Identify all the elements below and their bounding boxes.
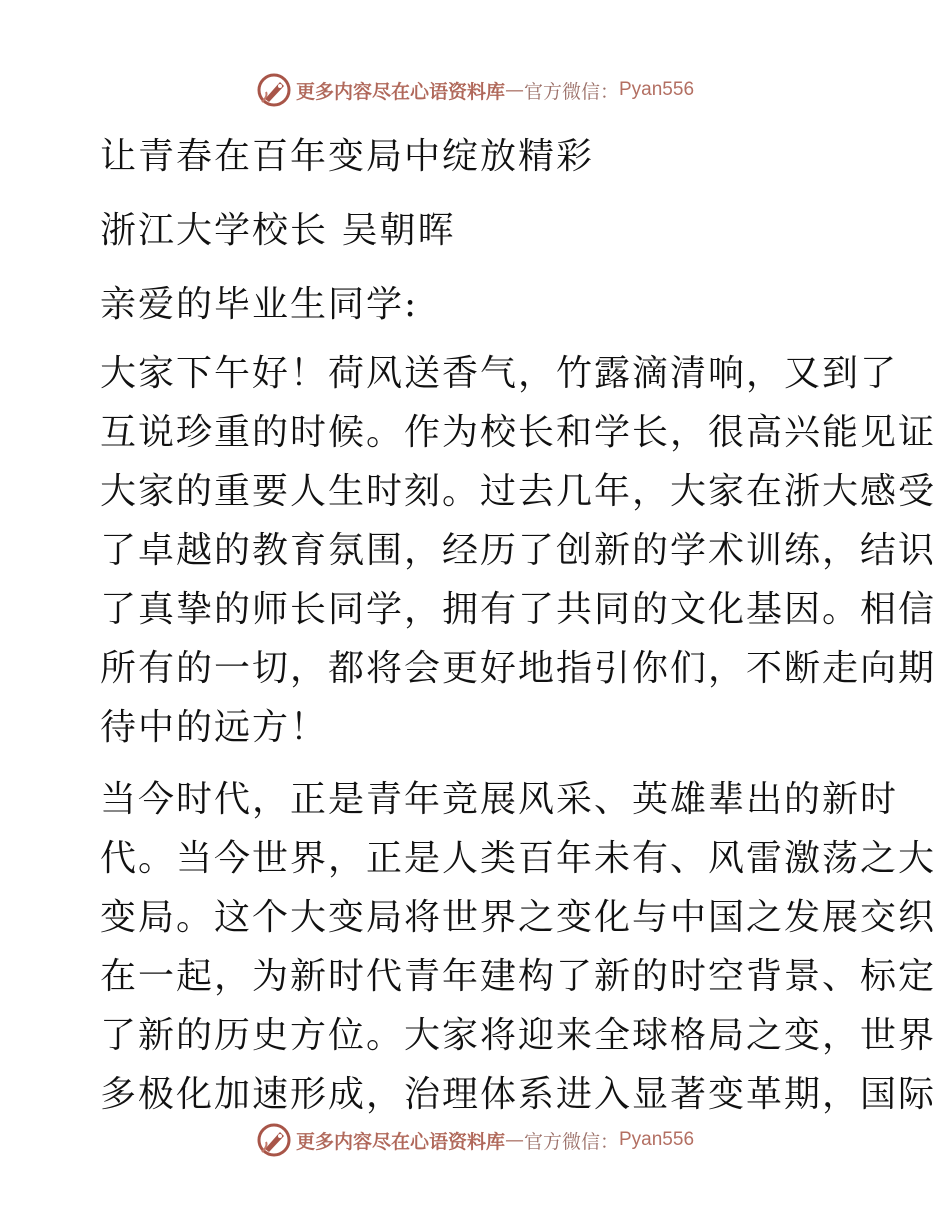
paragraph-line: 变局。这个大变局将世界之变化与中国之发展交织: [100, 897, 937, 938]
paragraph-line: 当今时代，正是青年竞展风采、英雄辈出的新时: [100, 779, 899, 820]
watermark-site-text: 更多内容尽在心语资料库: [295, 80, 505, 103]
paragraph-line: 了真挚的师长同学，拥有了共同的文化基因。相信: [100, 589, 937, 630]
paragraph-line: 互说珍重的时候。作为校长和学长，很高兴能见证: [100, 412, 937, 453]
paragraph-line: 所有的一切，都将会更好地指引你们，不断走向期: [100, 648, 937, 689]
paragraph-1: [100, 344, 937, 757]
paragraph-line: 了卓越的教育氛围，经历了创新的学术训练，结识: [100, 530, 937, 571]
watermark-wechat-id: Pyan556: [619, 79, 695, 100]
document-salutation: 亲爱的毕业生同学:: [100, 284, 419, 325]
watermark-banner-bottom: [0, 1120, 950, 1160]
pen-nib-logo-icon: [256, 72, 292, 108]
paragraph-line: 在一起，为新时代青年建构了新的时空背景、标定: [100, 956, 937, 997]
document-author: 浙江大学校长 吴朝晖: [100, 210, 456, 251]
paragraph-2: [100, 770, 937, 1124]
document-body: [100, 120, 937, 1137]
paragraph-line: 大家下午好！荷风送香气，竹露滴清响，又到了: [100, 353, 899, 394]
watermark-wechat-id: Pyan556: [619, 1129, 695, 1150]
paragraph-line: 了新的历史方位。大家将迎来全球格局之变，世界: [100, 1015, 937, 1056]
paragraph-line: 待中的远方！: [100, 707, 329, 748]
watermark-wechat-label: 官方微信：: [523, 80, 619, 103]
paragraph-line: 多极化加速形成，治理体系进入显著变革期，国际: [100, 1074, 937, 1115]
pen-nib-logo-icon: [256, 1122, 292, 1158]
paragraph-line: 代。当今世界，正是人类百年未有、风雷激荡之大: [100, 838, 937, 879]
watermark-wechat-label: 官方微信：: [523, 1130, 619, 1153]
paragraph-line: 大家的重要人生时刻。过去几年，大家在浙大感受: [100, 471, 937, 512]
watermark-dash: —: [504, 1129, 524, 1151]
watermark-dash: —: [504, 79, 524, 101]
document-title: 让青春在百年变局中绽放精彩: [100, 136, 595, 177]
watermark-banner-top: [0, 70, 950, 110]
watermark-site-text: 更多内容尽在心语资料库: [295, 1130, 505, 1153]
